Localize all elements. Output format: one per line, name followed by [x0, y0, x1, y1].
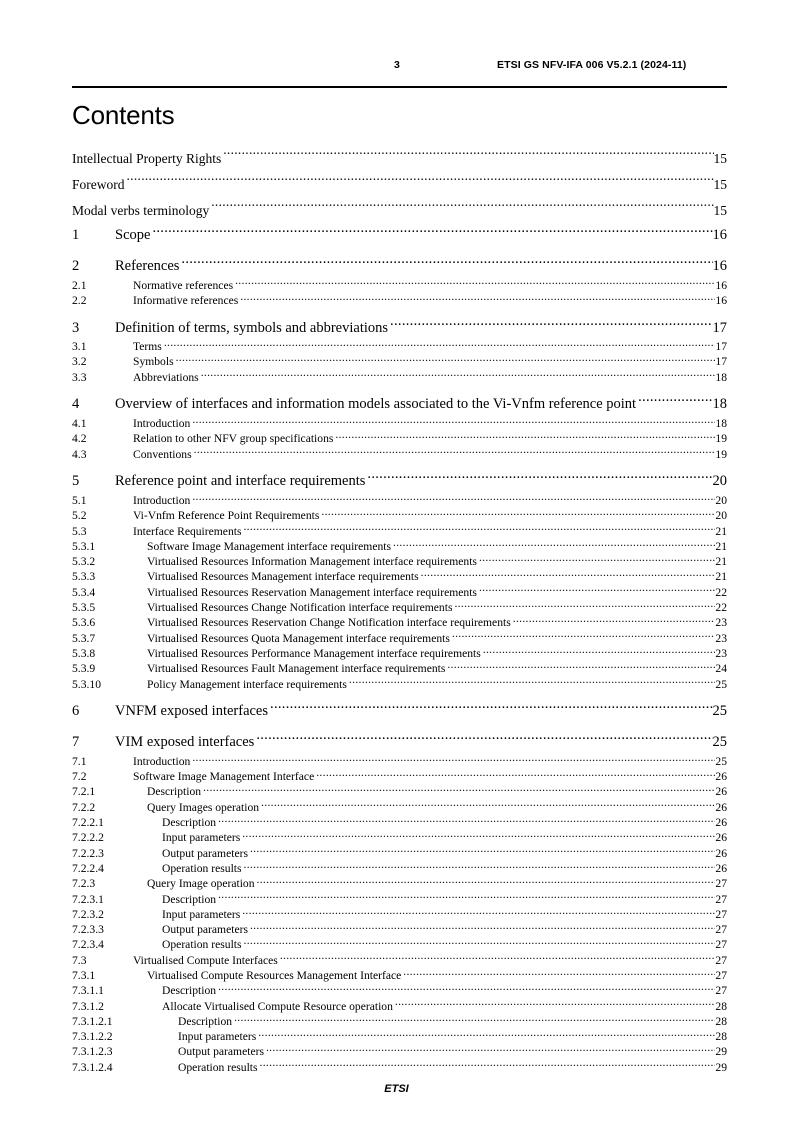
toc-entry-page-number: 27	[715, 923, 727, 937]
toc-entry[interactable]	[72, 492, 727, 507]
toc-entry-label: Description	[178, 1014, 233, 1028]
toc-entry-number: 2.1	[72, 278, 87, 292]
toc-entry-label: Input parameters	[162, 831, 241, 845]
toc-entry[interactable]	[72, 645, 727, 660]
toc-entry[interactable]	[72, 255, 727, 277]
toc-entry-number: 7.2.3.1	[72, 892, 104, 906]
toc-entry-label: Output parameters	[162, 923, 248, 937]
header-page-number: 3	[394, 59, 400, 71]
toc-entry-label: Operation results	[178, 1060, 258, 1074]
toc-entry[interactable]	[72, 630, 727, 645]
toc-entry-page-number: 27	[715, 907, 727, 921]
toc-leader-dots	[479, 584, 715, 596]
toc-entry-label: Conventions	[133, 447, 192, 461]
toc-entry-label: Symbols	[133, 355, 174, 369]
toc-entry-number: 4	[72, 396, 80, 413]
toc-entry-page-number: 25	[712, 734, 727, 751]
toc-entry-label: Virtualised Resources Reservation Change Notification interface requirements	[147, 616, 511, 630]
toc-entry-number: 7.3.1.2.4	[72, 1060, 113, 1074]
toc-leader-dots	[280, 952, 716, 964]
toc-entry[interactable]	[72, 814, 727, 829]
toc-entry-number: 7.3.1.2.2	[72, 1030, 113, 1044]
toc-leader-dots	[218, 983, 715, 995]
page-header	[72, 57, 727, 73]
toc-leader-dots	[152, 225, 712, 240]
toc-entry-number: 1	[72, 227, 80, 243]
toc-entry[interactable]	[72, 224, 727, 246]
toc-entry-label: Software Image Management Interface	[133, 770, 315, 784]
toc-entry[interactable]	[72, 753, 727, 768]
toc-leader-dots	[260, 1059, 716, 1071]
toc-entry-label: Normative references	[133, 278, 234, 292]
toc-leader-dots	[218, 891, 715, 903]
toc-entry-number: 7.3.1.2.3	[72, 1045, 113, 1059]
toc-entry-page-number: 25	[715, 677, 727, 691]
toc-leader-dots	[244, 937, 716, 949]
toc-entry-label: Software Image Management interface requirements	[147, 539, 392, 553]
toc-entry-label: Description	[147, 785, 202, 799]
toc-entry-page-number: 24	[715, 662, 727, 676]
toc-entry-label: Reference point and interface requirements	[115, 473, 366, 490]
toc-leader-dots	[403, 967, 715, 979]
toc-entry-number: 4.3	[72, 447, 87, 461]
toc-leader-dots	[256, 732, 712, 747]
toc-entry[interactable]	[72, 339, 727, 354]
toc-entry-label: Introduction	[133, 754, 191, 768]
toc-entry-number: 5.3.2	[72, 555, 96, 569]
toc-entry-page-number: 16	[712, 258, 727, 274]
toc-leader-dots	[349, 676, 715, 688]
page-title: Contents	[72, 100, 175, 130]
toc-entry-page-number: 26	[715, 770, 727, 784]
toc-entry[interactable]	[72, 845, 727, 860]
toc-entry-label: Virtualised Compute Resources Management Interface	[147, 968, 402, 982]
toc-entry-number: 7	[72, 734, 80, 751]
toc-entry-label: Definition of terms, symbols and abbreviations	[115, 319, 389, 336]
toc-entry[interactable]	[72, 277, 727, 292]
toc-entry-page-number: 22	[715, 585, 727, 599]
toc-entry-label: Virtualised Resources Information Management interface requirements	[147, 555, 477, 569]
toc-entry[interactable]	[72, 615, 727, 630]
toc-entry-page-number: 22	[715, 601, 727, 615]
toc-leader-dots	[367, 471, 712, 486]
toc-leader-dots	[201, 369, 716, 381]
toc-entry-label: Virtualised Resources Reservation Management interface requirements	[147, 585, 477, 599]
toc-entry-label: Input parameters	[162, 907, 241, 921]
toc-entry[interactable]	[72, 1059, 727, 1074]
toc-entry-number: 3.2	[72, 355, 87, 369]
toc-entry-page-number: 21	[715, 539, 727, 553]
toc-entry-number: 7.1	[72, 754, 87, 768]
toc-entry[interactable]	[72, 891, 727, 906]
toc-entry-number: 3.3	[72, 370, 87, 384]
toc-leader-dots	[447, 661, 715, 673]
toc-entry[interactable]	[72, 1044, 727, 1059]
toc-entry-page-number: 26	[715, 800, 727, 814]
toc-entry-page-number: 15	[713, 177, 727, 192]
toc-leader-dots	[454, 599, 715, 611]
toc-entry-label: Interface Requirements	[133, 524, 242, 538]
toc-entry-number: 5.3.1	[72, 539, 96, 553]
toc-leader-dots	[321, 508, 715, 520]
toc-entry-label: Introduction	[133, 493, 191, 507]
toc-entry-label: Virtualised Resources Fault Management interface requirements	[147, 662, 446, 676]
toc-entry-page-number: 26	[715, 816, 727, 830]
toc-entry[interactable]	[72, 906, 727, 921]
toc-entry[interactable]	[72, 554, 727, 569]
toc-entry-number: 2.2	[72, 293, 87, 307]
toc-entry-label: Output parameters	[162, 846, 248, 860]
toc-entry-label: Query Images operation	[147, 800, 260, 814]
toc-entry[interactable]	[72, 146, 727, 172]
toc-entry-page-number: 17	[715, 355, 727, 369]
toc-entry-page-number: 21	[715, 570, 727, 584]
toc-leader-dots	[250, 845, 715, 857]
toc-entry-page-number: 21	[715, 555, 727, 569]
toc-entry-number: 7.3.1.2.1	[72, 1014, 113, 1028]
toc-entry[interactable]	[72, 700, 727, 722]
toc-entry-page-number: 29	[715, 1045, 727, 1059]
toc-entry-page-number: 18	[715, 370, 727, 384]
toc-entry-page-number: 29	[715, 1060, 727, 1074]
toc-entry-page-number: 26	[715, 861, 727, 875]
toc-leader-dots	[250, 922, 715, 934]
page-footer: ETSI	[384, 1083, 409, 1095]
toc-entry-number: 3	[72, 319, 80, 336]
toc-entry[interactable]	[72, 292, 727, 307]
toc-entry-number: 5.3.9	[72, 662, 96, 676]
toc-entry-page-number: 26	[715, 831, 727, 845]
toc-entry-number: 7.2.3.4	[72, 938, 104, 952]
toc-entry-page-number: 20	[715, 493, 727, 507]
toc-entry-number: 5.1	[72, 493, 87, 507]
toc-leader-dots	[393, 538, 715, 550]
toc-entry-page-number: 27	[715, 938, 727, 952]
toc-entry-number: 7.2.2.4	[72, 861, 104, 875]
toc-entry-page-number: 26	[715, 846, 727, 860]
toc-entry-label: Relation to other NFV group specifications	[133, 432, 334, 446]
toc-leader-dots	[390, 317, 712, 332]
toc-entry-label: Scope	[115, 227, 151, 243]
toc-entry[interactable]	[72, 983, 727, 998]
toc-leader-dots	[421, 569, 716, 581]
toc-entry[interactable]	[72, 599, 727, 614]
toc-entry-label: Virtualised Compute Interfaces	[133, 953, 278, 967]
toc-entry-page-number: 28	[715, 999, 727, 1013]
header-document-title: ETSI GS NFV-IFA 006 V5.2.1 (2024-11)	[497, 59, 687, 71]
toc-entry-number: 7.2.1	[72, 785, 96, 799]
toc-entry-label: Virtualised Resources Quota Management interface requirements	[147, 631, 450, 645]
toc-entry-label: Virtualised Resources Change Notification interface requirements	[147, 601, 453, 615]
toc-entry-number: 4.2	[72, 432, 87, 446]
toc-entry-page-number: 28	[715, 1030, 727, 1044]
toc-entry-number: 7.3.1	[72, 968, 96, 982]
toc-entry[interactable]	[72, 1029, 727, 1044]
toc-entry[interactable]	[72, 538, 727, 553]
toc-entry-number: 7.2.3	[72, 877, 96, 891]
toc-leader-dots	[270, 701, 712, 716]
toc-entry-label: Virtualised Resources Management interface requirements	[147, 570, 419, 584]
toc-entry[interactable]	[72, 952, 727, 967]
toc-entry[interactable]	[72, 731, 727, 753]
toc-entry[interactable]	[72, 508, 727, 523]
toc-entry-page-number: 23	[715, 616, 727, 630]
toc-leader-dots	[127, 176, 714, 190]
toc-entry-number: 7.3.1.1	[72, 984, 104, 998]
toc-entry-page-number: 28	[715, 1014, 727, 1028]
toc-leader-dots	[395, 998, 716, 1010]
toc-entry[interactable]	[72, 799, 727, 814]
toc-leader-dots	[235, 277, 715, 289]
toc-entry-number: 7.2.2.2	[72, 831, 104, 845]
toc-leader-dots	[335, 431, 715, 443]
toc-entry-number: 3.1	[72, 340, 87, 354]
toc-entry-label: Query Image operation	[147, 877, 255, 891]
toc-leader-dots	[192, 415, 715, 427]
toc-leader-dots	[316, 769, 715, 781]
toc-leader-dots	[244, 860, 716, 872]
toc-entry-page-number: 27	[715, 892, 727, 906]
toc-entry-page-number: 15	[713, 203, 727, 218]
toc-leader-dots	[192, 753, 715, 765]
toc-leader-dots	[234, 1013, 715, 1025]
toc-entry-page-number: 27	[715, 877, 727, 891]
toc-entry-page-number: 16	[712, 227, 727, 243]
toc-leader-dots	[452, 630, 716, 642]
toc-entry[interactable]	[72, 431, 727, 446]
toc-entry-number: 7.2	[72, 770, 87, 784]
toc-entry-page-number: 19	[715, 447, 727, 461]
toc-entry-page-number: 23	[715, 631, 727, 645]
toc-entry-number: 7.2.3.2	[72, 907, 104, 921]
toc-entry[interactable]	[72, 172, 727, 198]
toc-entry-number: 7.2.2.1	[72, 816, 104, 830]
toc-entry-page-number: 17	[715, 340, 727, 354]
toc-entry-label: Vi-Vnfm Reference Point Requirements	[133, 509, 320, 523]
toc-entry[interactable]	[72, 676, 727, 691]
toc-leader-dots	[483, 645, 716, 657]
toc-entry[interactable]	[72, 661, 727, 676]
toc-entry-label: Description	[162, 892, 217, 906]
toc-entry-label: Modal verbs terminology	[72, 203, 210, 218]
toc-entry-page-number: 26	[715, 785, 727, 799]
toc-entry-label: Operation results	[162, 861, 242, 875]
toc-leader-dots	[194, 446, 716, 458]
toc-entry-page-number: 20	[715, 509, 727, 523]
toc-entry-number: 7.3	[72, 953, 87, 967]
toc-entry-page-number: 18	[712, 396, 727, 413]
toc-entry[interactable]	[72, 937, 727, 952]
toc-entry-number: 5.3.5	[72, 601, 96, 615]
toc-leader-dots	[218, 814, 715, 826]
toc-entry-number: 5.3.8	[72, 646, 96, 660]
toc-entry[interactable]	[72, 860, 727, 875]
toc-entry-number: 5.3.10	[72, 677, 101, 691]
toc-entry-label: VIM exposed interfaces	[115, 734, 255, 751]
toc-entry-page-number: 27	[715, 953, 727, 967]
toc-entry-label: Abbreviations	[133, 370, 199, 384]
toc-entry[interactable]	[72, 415, 727, 430]
toc-entry-page-number: 25	[715, 754, 727, 768]
toc-entry[interactable]	[72, 569, 727, 584]
toc-entry-label: References	[115, 258, 180, 274]
toc-entry-page-number: 27	[715, 968, 727, 982]
toc-entry-label: Intellectual Property Rights	[72, 151, 222, 166]
toc-entry-number: 5.2	[72, 509, 87, 523]
toc-leader-dots	[242, 906, 715, 918]
toc-leader-dots	[192, 492, 715, 504]
toc-entry[interactable]	[72, 470, 727, 492]
toc-entry-page-number: 16	[715, 278, 727, 292]
toc-entry[interactable]	[72, 876, 727, 891]
toc-entry-page-number: 27	[715, 984, 727, 998]
toc-entry-label: Terms	[133, 340, 162, 354]
toc-leader-dots	[164, 339, 716, 351]
toc-leader-dots	[176, 354, 716, 366]
toc-entry[interactable]	[72, 769, 727, 784]
toc-entry-page-number: 16	[715, 293, 727, 307]
toc-entry-page-number: 19	[715, 432, 727, 446]
toc-leader-dots	[513, 615, 716, 627]
toc-entry-number: 4.1	[72, 417, 87, 431]
toc-entry-page-number: 15	[713, 151, 727, 166]
toc-entry-page-number: 18	[715, 417, 727, 431]
toc-entry-number: 7.3.1.2	[72, 999, 104, 1013]
toc-entry[interactable]	[72, 1013, 727, 1028]
toc-entry-label: Output parameters	[178, 1045, 264, 1059]
toc-leader-dots	[242, 830, 715, 842]
toc-entry-number: 7.2.2	[72, 800, 96, 814]
toc-entry-number: 5.3.4	[72, 585, 96, 599]
toc-entry[interactable]	[72, 198, 727, 224]
toc-entry[interactable]	[72, 922, 727, 937]
toc-entry[interactable]	[72, 354, 727, 369]
toc-entry[interactable]	[72, 317, 727, 339]
toc-entry-label: Operation results	[162, 938, 242, 952]
toc-entry-label: Description	[162, 984, 217, 998]
toc-entry[interactable]	[72, 967, 727, 982]
toc-entry-label: Overview of interfaces and information models associated to the Vi-Vnfm reference point	[115, 396, 637, 413]
toc-entry[interactable]	[72, 998, 727, 1013]
toc-leader-dots	[258, 1029, 715, 1041]
toc-entry-page-number: 23	[715, 646, 727, 660]
toc-entry[interactable]	[72, 830, 727, 845]
toc-entry-page-number: 17	[712, 319, 727, 336]
toc-entry-number: 5.3.3	[72, 570, 96, 584]
toc-leader-dots	[240, 292, 715, 304]
toc-entry-label: Allocate Virtualised Compute Resource operation	[162, 999, 393, 1013]
toc-leader-dots	[203, 784, 715, 796]
toc-leader-dots	[261, 799, 715, 811]
toc-entry-label: Introduction	[133, 417, 191, 431]
toc-leader-dots	[266, 1044, 715, 1056]
toc-entry-page-number: 25	[712, 703, 727, 720]
toc-leader-dots	[638, 394, 712, 409]
toc-entry-page-number: 21	[715, 524, 727, 538]
toc-entry-label: VNFM exposed interfaces	[115, 703, 269, 720]
toc-leader-dots	[181, 256, 712, 271]
toc-entry-number: 5	[72, 473, 80, 490]
toc-leader-dots	[223, 150, 713, 164]
toc-entry-label: Informative references	[133, 293, 239, 307]
toc-entry-label: Input parameters	[178, 1030, 257, 1044]
toc-entry[interactable]	[72, 393, 727, 415]
toc-entry-number: 5.3.7	[72, 631, 96, 645]
toc-entry-number: 7.2.2.3	[72, 846, 104, 860]
toc-leader-dots	[479, 554, 715, 566]
toc-entry-number: 2	[72, 258, 80, 274]
toc-entry[interactable]	[72, 369, 727, 384]
toc-leader-dots	[257, 876, 716, 888]
toc-entry[interactable]	[72, 584, 727, 599]
toc-entry-number: 7.2.3.3	[72, 923, 104, 937]
toc-leader-dots	[243, 523, 715, 535]
toc-entry[interactable]	[72, 784, 727, 799]
toc-entry-label: Policy Management interface requirements	[147, 677, 347, 691]
toc-entry-number: 5.3	[72, 524, 87, 538]
toc-entry-number: 6	[72, 703, 80, 720]
toc-leader-dots	[211, 202, 713, 216]
table-of-contents	[72, 146, 727, 1074]
toc-entry-page-number: 20	[712, 473, 727, 490]
header-divider	[72, 86, 727, 88]
toc-entry-label: Foreword	[72, 177, 125, 192]
toc-entry-label: Description	[162, 816, 217, 830]
toc-entry[interactable]	[72, 446, 727, 461]
toc-entry-label: Virtualised Resources Performance Management interface requirements	[147, 646, 481, 660]
toc-entry[interactable]	[72, 523, 727, 538]
toc-entry-number: 5.3.6	[72, 616, 96, 630]
